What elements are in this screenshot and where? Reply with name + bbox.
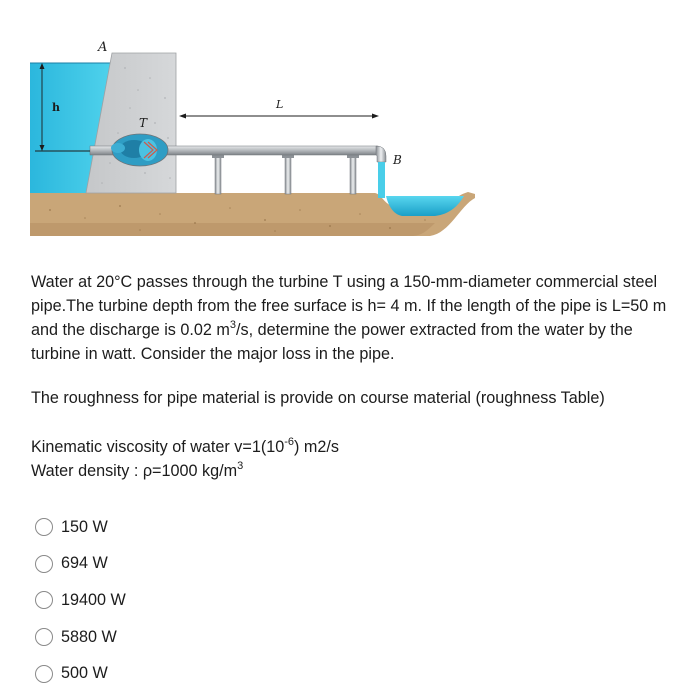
option-label: 150 W (61, 517, 108, 536)
viscosity-line (31, 435, 681, 459)
question-main-part1: Water at 20°C passes through the turbine T using a 150-mm-diameter commercial steel pipe.The turbine depth from the free surface is h= 4 m. If the length of the pipe is L=50 m and the discharge is 0.02 m (31, 273, 667, 339)
label-L: L (276, 98, 284, 111)
pipe-supports (212, 155, 359, 194)
outflow-jet (378, 162, 385, 198)
turbine-diagram-svg (30, 38, 475, 243)
density-line (31, 459, 681, 483)
pipe-elbow (376, 146, 386, 162)
question-main-part2: /s, determine the power extracted from the water by the turbine in watt. Consider the major loss in the pipe. (31, 321, 633, 363)
question-main-sup: 3 (229, 318, 236, 331)
label-h: h (52, 101, 60, 114)
viscosity-part1: Kinematic viscosity of water v=1(10 (31, 438, 285, 456)
label-B: B (393, 153, 402, 167)
L-dimension (179, 114, 379, 119)
density-part1: Water density : ρ=1000 kg/m (31, 462, 238, 480)
density-sup: 3 (237, 459, 244, 472)
answer-options (35, 509, 335, 692)
viscosity-sup: -6 (284, 435, 295, 448)
option-label: 19400 W (61, 590, 126, 609)
turbine-diagram (30, 38, 475, 243)
radio-button[interactable] (35, 518, 53, 536)
option-label: 500 W (61, 664, 108, 683)
viscosity-part2: ) m2/s (294, 438, 340, 456)
radio-button[interactable] (35, 591, 53, 609)
radio-button[interactable] (35, 628, 53, 646)
option-150w[interactable] (35, 509, 335, 546)
radio-button[interactable] (35, 555, 53, 573)
label-A: A (98, 40, 108, 55)
roughness-note: The roughness for pipe material is provide on course material (roughness Table) (31, 389, 605, 407)
question-text (31, 270, 681, 483)
label-T: T (139, 116, 148, 130)
option-694w[interactable] (35, 546, 335, 583)
question-main (31, 270, 681, 366)
option-5880w[interactable] (35, 619, 335, 656)
option-19400w[interactable] (35, 582, 335, 619)
option-500w[interactable] (35, 655, 335, 692)
ground-shading (30, 223, 435, 236)
turbine (111, 134, 168, 166)
option-label: 694 W (61, 554, 108, 573)
option-label: 5880 W (61, 627, 117, 646)
radio-button[interactable] (35, 665, 53, 683)
